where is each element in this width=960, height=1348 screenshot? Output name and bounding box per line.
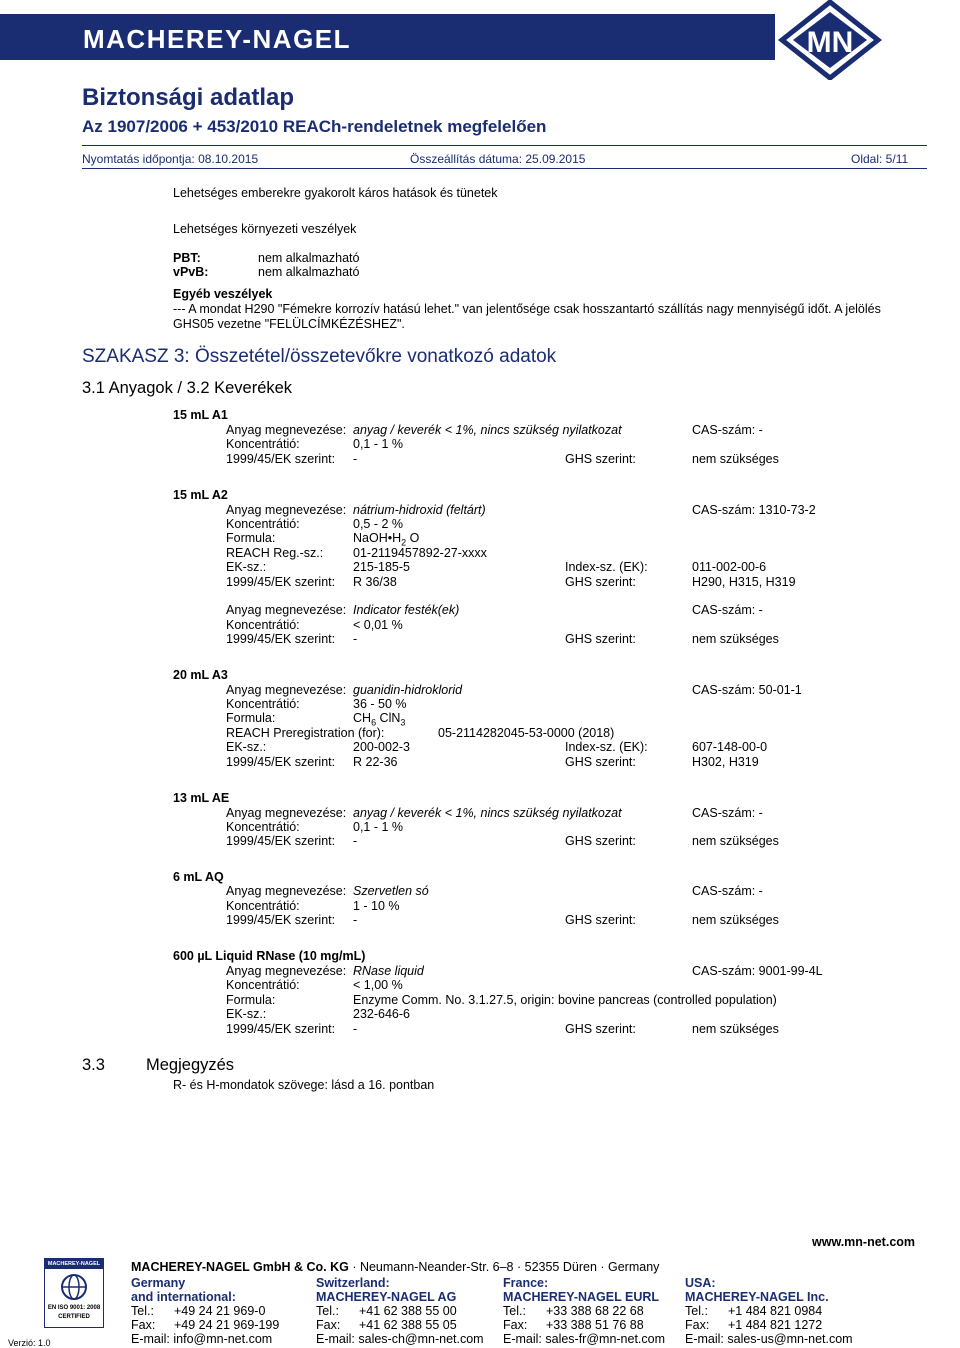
ghs-label: GHS szerint: <box>565 834 636 848</box>
col3-tel-label: Tel.: <box>503 1304 526 1318</box>
header-rule-bottom <box>82 168 927 169</box>
other-hazards-line2: GHS05 vezetne "FELÜLCÍMKÉZÉSHEZ". <box>173 317 405 331</box>
mn-logo-icon <box>775 0 885 80</box>
reach-pre-label: REACH Preregistration (for): <box>226 726 385 740</box>
ghs-label: GHS szerint: <box>565 913 636 927</box>
formula-label: Formula: <box>226 531 276 545</box>
rnase-ghs: nem szükséges <box>692 1022 779 1036</box>
header-band <box>0 0 960 76</box>
a2-ek: R 36/38 <box>353 575 397 589</box>
ek-label: 1999/45/EK szerint: <box>226 452 336 466</box>
ghs-label: GHS szerint: <box>565 452 636 466</box>
ek-label: 1999/45/EK szerint: <box>226 575 336 589</box>
aq-conc: 1 - 10 % <box>353 899 400 913</box>
col2-heading1: Switzerland: <box>316 1276 390 1290</box>
a2-reach: 01-2119457892-27-xxxx <box>353 546 487 560</box>
col1-email[interactable]: E-mail: info@mn-net.com <box>131 1332 273 1346</box>
a3-index: 607-148-00-0 <box>692 740 768 754</box>
conc-label: Koncentrátió: <box>226 820 300 834</box>
env-hazards-heading: Lehetséges környezeti veszélyek <box>173 222 357 236</box>
name-label: Anyag megnevezése: <box>226 423 347 437</box>
company-line: MACHEREY-NAGEL GmbH & Co. KG · Neumann-Neander-Str. 6–8 · 52355 Düren · Germany <box>131 1260 660 1274</box>
a3-name: guanidin-hidroklorid <box>353 683 463 697</box>
vpvb-value: nem alkalmazható <box>258 265 360 279</box>
globe-icon <box>59 1273 89 1301</box>
rnase-cas: CAS-szám: 9001-99-4L <box>692 964 823 978</box>
col2-tel-label: Tel.: <box>316 1304 339 1318</box>
index-label: Index-sz. (EK): <box>565 560 648 574</box>
cert-brand: MACHEREY-NAGEL <box>45 1259 103 1269</box>
rnase-ek: - <box>353 1022 358 1036</box>
component-rnase-title: 600 µL Liquid RNase (10 mg/mL) <box>173 949 366 963</box>
cert-line2: CERTIFIED <box>58 1314 90 1320</box>
ghs-label: GHS szerint: <box>565 632 636 646</box>
component-a1-title: 15 mL A1 <box>173 408 228 422</box>
ghs-label: GHS szerint: <box>565 755 636 769</box>
col3-email[interactable]: E-mail: sales-fr@mn-net.com <box>503 1332 666 1346</box>
a3-conc: 36 - 50 % <box>353 697 407 711</box>
subsection-3-3-text: R- és H-mondatok szövege: lásd a 16. pontban <box>173 1078 435 1092</box>
a2b-cas: CAS-szám: - <box>692 603 763 617</box>
document-subtitle: Az 1907/2006 + 453/2010 REACh-rendeletnek megfelelően <box>82 117 547 136</box>
eksz-label: EK-sz.: <box>226 740 267 754</box>
col1-fax-label: Fax: <box>131 1318 156 1332</box>
a3-cas: CAS-szám: 50-01-1 <box>692 683 802 697</box>
version: Verzió: 1.0 <box>8 1338 51 1348</box>
col4-fax: +1 484 821 1272 <box>728 1318 823 1332</box>
subsection-3-1-title: 3.1 Anyagok / 3.2 Keverékek <box>82 379 293 397</box>
a2-name: nátrium-hidroxid (feltárt) <box>353 503 486 517</box>
name-label: Anyag megnevezése: <box>226 884 347 898</box>
a1-cas: CAS-szám: - <box>692 423 763 437</box>
a2b-name: Indicator festék(ek) <box>353 603 460 617</box>
a3-ek: R 22-36 <box>353 755 398 769</box>
rnase-eksz: 232-646-6 <box>353 1007 410 1021</box>
col2-email[interactable]: E-mail: sales-ch@mn-net.com <box>316 1332 484 1346</box>
page-number: Oldal: 5/11 <box>851 152 909 166</box>
formula-label: Formula: <box>226 993 276 1007</box>
a3-formula: $CH_6$ ClN$_3$ <box>353 711 406 728</box>
conc-label: Koncentrátió: <box>226 978 300 992</box>
a2-conc: 0,5 - 2 % <box>353 517 404 531</box>
formula-label: Formula: <box>226 711 276 725</box>
conc-label: Koncentrátió: <box>226 618 300 632</box>
component-a3-title: 20 mL A3 <box>173 668 228 682</box>
ek-label: 1999/45/EK szerint: <box>226 755 336 769</box>
rnase-conc: < 1,00 % <box>353 978 403 992</box>
subsection-3-3-title: Megjegyzés <box>146 1056 235 1074</box>
col3-heading1: France: <box>503 1276 549 1290</box>
eksz-label: EK-sz.: <box>226 560 267 574</box>
aq-cas: CAS-szám: - <box>692 884 763 898</box>
cert-line1: EN ISO 9001: 2008 <box>47 1305 101 1311</box>
ghs-label: GHS szerint: <box>565 1022 636 1036</box>
other-hazards-line1: --- A mondat H290 "Fémekre korrozív hatású lehet." van jelentősége csak hosszantartó szállítás nagy mennyiségű időt. A jelölés <box>173 302 881 316</box>
col2-fax: +41 62 388 55 05 <box>359 1318 457 1332</box>
a2b-ghs: nem szükséges <box>692 632 779 646</box>
subsection-3-3-number: 3.3 <box>82 1056 105 1074</box>
conc-label: Koncentrátió: <box>226 517 300 531</box>
a3-eksz: 200-002-3 <box>353 740 410 754</box>
ek-label: 1999/45/EK szerint: <box>226 834 336 848</box>
ek-label: 1999/45/EK szerint: <box>226 632 336 646</box>
col1-fax: +49 24 21 969-199 <box>174 1318 280 1332</box>
section-3-title: SZAKASZ 3: Összetétel/összetevőkre vonatkozó adatok <box>82 346 557 367</box>
iso-certificate-badge <box>44 1258 104 1328</box>
aq-ghs: nem szükséges <box>692 913 779 927</box>
name-label: Anyag megnevezése: <box>226 503 347 517</box>
col3-fax-label: Fax: <box>503 1318 528 1332</box>
component-aq-title: 6 mL AQ <box>173 870 224 884</box>
a1-name: anyag / keverék < 1%, nincs szükség nyilatkozat <box>353 423 622 437</box>
col4-tel-label: Tel.: <box>685 1304 708 1318</box>
col2-tel: +41 62 388 55 00 <box>359 1304 457 1318</box>
ae-name: anyag / keverék < 1%, nincs szükség nyilatkozat <box>353 806 622 820</box>
col3-fax: +33 388 51 76 88 <box>546 1318 644 1332</box>
a2-index: 011-002-00-6 <box>692 560 767 574</box>
document-title: Biztonsági adatlap <box>82 84 295 111</box>
ae-cas: CAS-szám: - <box>692 806 763 820</box>
component-a2-title: 15 mL A2 <box>173 488 228 502</box>
a2b-ek: - <box>353 632 358 646</box>
print-date: Nyomtatás időpontja: 08.10.2015 <box>82 152 259 166</box>
ae-conc: 0,1 - 1 % <box>353 820 404 834</box>
name-label: Anyag megnevezése: <box>226 964 347 978</box>
col4-email[interactable]: E-mail: sales-us@mn-net.com <box>685 1332 853 1346</box>
rnase-name: RNase liquid <box>353 964 424 978</box>
col1-tel: +49 24 21 969-0 <box>174 1304 266 1318</box>
a3-ghs: H302, H319 <box>692 755 759 769</box>
col3-heading2: MACHEREY-NAGEL EURL <box>503 1290 660 1304</box>
col2-fax-label: Fax: <box>316 1318 341 1332</box>
vpvb-label: vPvB: <box>173 265 209 279</box>
brand-name: MACHEREY-NAGEL <box>83 24 352 54</box>
a1-ghs: nem szükséges <box>692 452 779 466</box>
reach-label: REACH Reg.-sz.: <box>226 546 324 560</box>
a1-conc: 0,1 - 1 % <box>353 437 404 451</box>
a2-cas: CAS-szám: 1310-73-2 <box>692 503 816 517</box>
human-effects-heading: Lehetséges emberekre gyakorolt káros hatások és tünetek <box>173 186 498 200</box>
ae-ek: - <box>353 834 358 848</box>
ek-label: 1999/45/EK szerint: <box>226 913 336 927</box>
col4-heading2: MACHEREY-NAGEL Inc. <box>685 1290 829 1304</box>
ae-ghs: nem szükséges <box>692 834 779 848</box>
index-label: Index-sz. (EK): <box>565 740 648 754</box>
pbt-label: PBT: <box>173 251 201 265</box>
aq-ek: - <box>353 913 358 927</box>
col1-heading2: and international: <box>131 1290 236 1304</box>
website: www.mn-net.com <box>812 1235 916 1249</box>
name-label: Anyag megnevezése: <box>226 683 347 697</box>
rnase-formula: Enzyme Comm. No. 3.1.27.5, origin: bovine pancreas (controlled population) <box>353 993 777 1007</box>
conc-label: Koncentrátió: <box>226 899 300 913</box>
svg-text:MN: MN <box>806 26 854 59</box>
ek-label: 1999/45/EK szerint: <box>226 1022 336 1036</box>
a2-ghs: H290, H315, H319 <box>692 575 796 589</box>
col1-tel-label: Tel.: <box>131 1304 154 1318</box>
a2-formula: $NaOH•H_2$ O <box>353 531 420 548</box>
col4-tel: +1 484 821 0984 <box>728 1304 823 1318</box>
a3-reach-pre: 05-2114282045-53-0000 (2018) <box>438 726 615 740</box>
a2-eksz: 215-185-5 <box>353 560 410 574</box>
a1-ek: - <box>353 452 358 466</box>
conc-label: Koncentrátió: <box>226 437 300 451</box>
col2-heading2: MACHEREY-NAGEL AG <box>316 1290 457 1304</box>
pbt-value: nem alkalmazható <box>258 251 360 265</box>
conc-label: Koncentrátió: <box>226 697 300 711</box>
aq-name: Szervetlen só <box>353 884 429 898</box>
a2b-conc: < 0,01 % <box>353 618 403 632</box>
col1-heading1: Germany <box>131 1276 186 1290</box>
col4-heading1: USA: <box>685 1276 716 1290</box>
name-label: Anyag megnevezése: <box>226 603 347 617</box>
name-label: Anyag megnevezése: <box>226 806 347 820</box>
component-ae-title: 13 mL AE <box>173 791 230 805</box>
eksz-label: EK-sz.: <box>226 1007 267 1021</box>
header-rule <box>82 145 927 146</box>
col3-tel: +33 388 68 22 68 <box>546 1304 644 1318</box>
compile-date: Összeállítás dátuma: 25.09.2015 <box>410 152 586 166</box>
col4-fax-label: Fax: <box>685 1318 710 1332</box>
ghs-label: GHS szerint: <box>565 575 636 589</box>
other-hazards-heading: Egyéb veszélyek <box>173 287 273 301</box>
